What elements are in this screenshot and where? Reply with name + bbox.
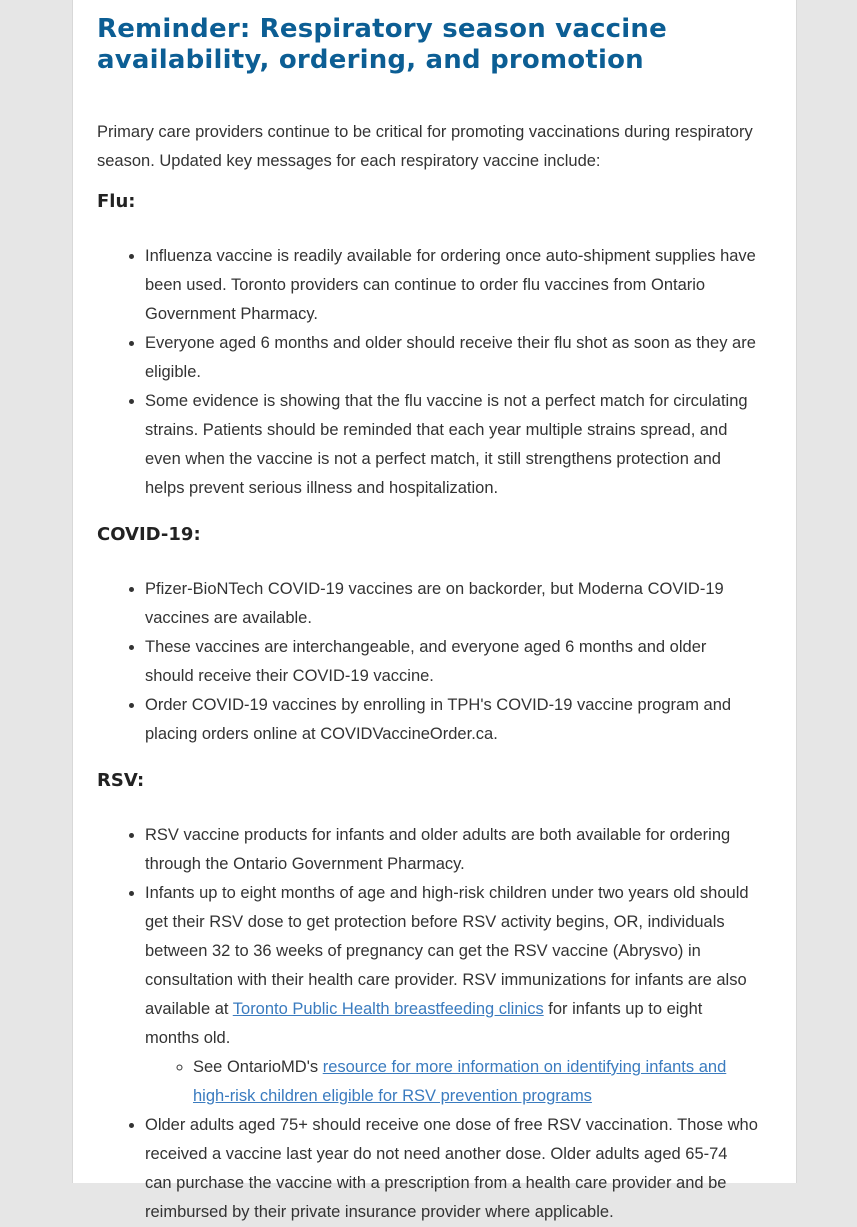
page-title: Reminder: Respiratory season vaccine availability, ordering, and promotion	[97, 14, 667, 75]
rsv-heading: RSV:	[97, 770, 145, 791]
covid-item-2: • These vaccines are interchangeable, and everyone aged 6 months and older should receive their COVID-19 vaccine.	[145, 633, 758, 691]
breastfeeding-clinics-link[interactable]: Toronto Public Health breastfeeding clinics	[232, 1000, 544, 1018]
ontariomd-resource-link[interactable]: resource for more information on identifying infants and high-risk children eligible for RSV prevention programs	[193, 1058, 727, 1105]
covid-item-3: • Order COVID-19 vaccines by enrolling in TPH's COVID-19 vaccine program and placing orders online at COVIDVaccineOrder.ca.	[145, 691, 758, 749]
covid-heading: COVID-19:	[97, 524, 201, 545]
flu-item-3: • Some evidence is showing that the flu vaccine is not a perfect match for circulating strains. Patients should be reminded that each year multiple strains spread, and even when the vaccine is not a perfect match, it still strengthens protection and helps prevent serious illness and hospitalization.	[145, 387, 758, 503]
covid-list	[97, 575, 758, 749]
flu-item-1: • Influenza vaccine is readily available for ordering once auto-shipment supplies have been used. Toronto providers can continue to order flu vaccines from Ontario Government Pharmacy.	[145, 242, 758, 329]
rsv-sublist	[145, 1053, 758, 1111]
rsv-item-3: • Older adults aged 75+ should receive one dose of free RSV vaccination. Those who received a vaccine last year do not need another dose. Older adults aged 65-74 can purchase the vaccine with a prescription from a health care provider and be reimbursed by their private insurance provider where applicable.	[145, 1111, 758, 1227]
rsv-subitem-1	[193, 1053, 758, 1111]
rsv-list	[97, 821, 758, 1227]
flu-list	[97, 242, 758, 503]
rsv-item-2-text-start: Infants up to eight months of age and high-risk children under two years old should get their RSV dose to get protection before RSV activity begins, OR, individuals between 32 to 36 weeks of pregnancy can get the RSV vaccine (Abrysvo) in consultation with their health care provider. RSV immunizations for infants are also available at	[145, 884, 749, 1018]
covid-item-1: • Pfizer-BioNTech COVID-19 vaccines are on backorder, but Moderna COVID-19 vaccines are available.	[145, 575, 758, 633]
rsv-item-2-text-end: for infants up to eight months old.	[145, 1000, 703, 1047]
document-page	[72, 0, 797, 1221]
rsv-item-2	[145, 879, 758, 1111]
flu-heading: Flu:	[97, 191, 136, 212]
intro-paragraph: Primary care providers continue to be critical for promoting vaccinations during respiratory season. Updated key messages for each respiratory vaccine include:	[97, 123, 753, 170]
rsv-subitem-text: See OntarioMD's	[193, 1058, 323, 1076]
document-content	[73, 0, 796, 1227]
rsv-item-1: • RSV vaccine products for infants and older adults are both available for ordering through the Ontario Government Pharmacy.	[145, 821, 758, 879]
flu-item-2: • Everyone aged 6 months and older should receive their flu shot as soon as they are eligible.	[145, 329, 758, 387]
